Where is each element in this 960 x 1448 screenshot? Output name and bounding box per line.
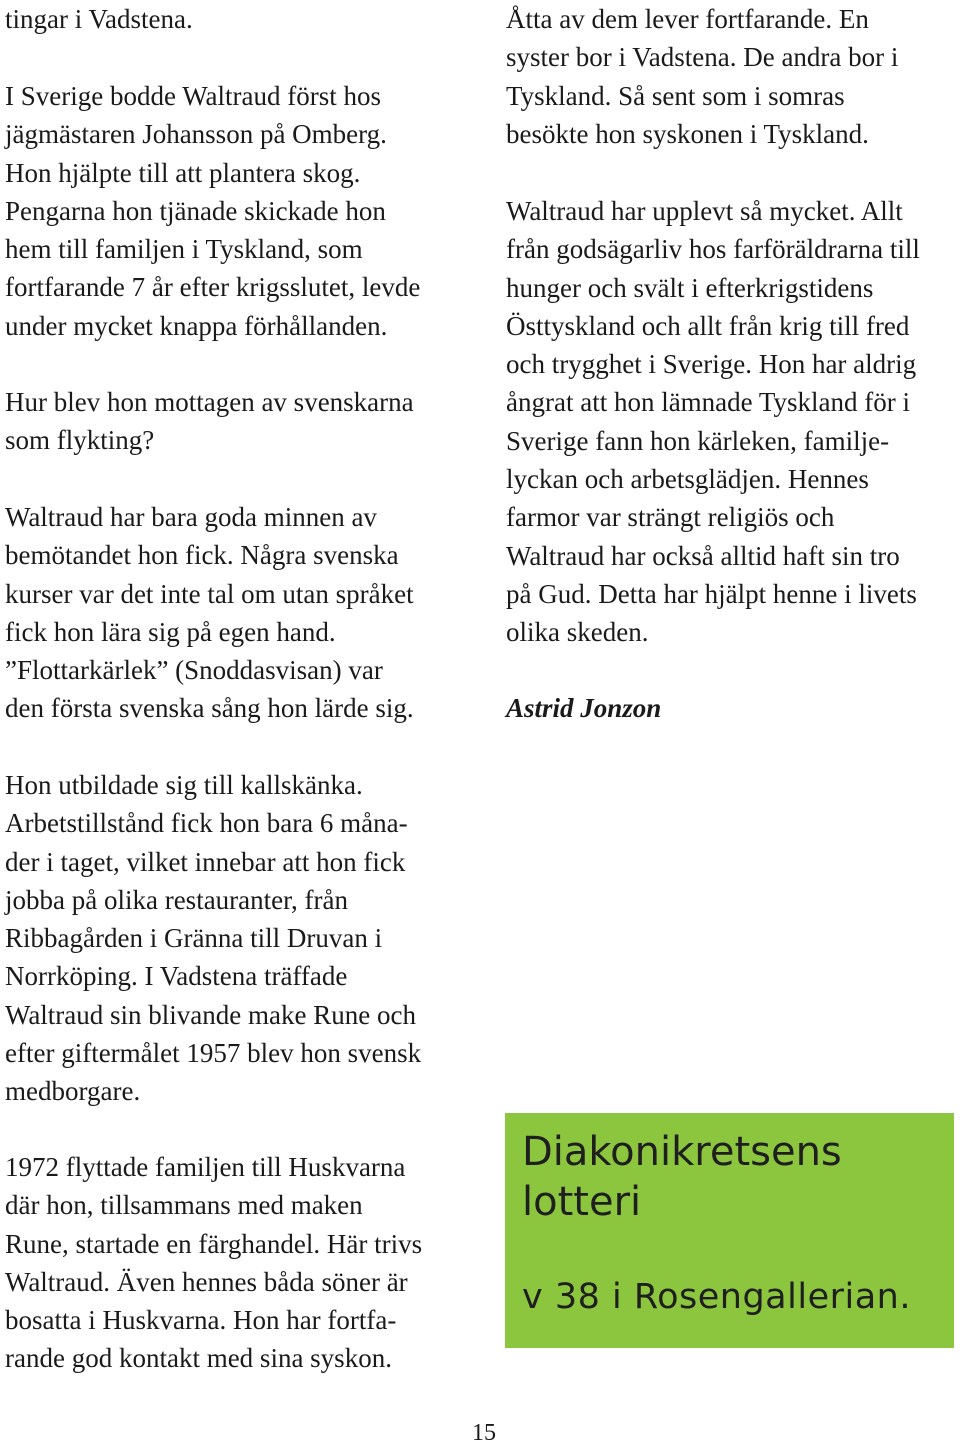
- text-line: den första svenska sång hon lärde sig.: [5, 693, 414, 724]
- text-line: der i taget, vilket innebar att hon fick: [5, 846, 406, 877]
- ad-title-line: lotteri: [522, 1179, 642, 1225]
- text-line: farmor var strängt religiös och: [506, 502, 835, 533]
- text-line: rande god kontakt med sina syskon.: [5, 1343, 392, 1374]
- text-line: Östtyskland och allt från krig till fred: [506, 310, 910, 341]
- text-line: Ribbagården i Gränna till Druvan i: [5, 923, 383, 954]
- text-line: Rune, startade en färghandel. Här trivs: [5, 1228, 423, 1259]
- paragraph-arrival-sweden: [5, 77, 420, 345]
- paragraph-education: [5, 766, 421, 1111]
- text-line: ”Flottarkärlek” (Snoddasvisan) var: [5, 655, 383, 686]
- paragraph-experiences: [506, 192, 920, 652]
- question-heading: [5, 383, 414, 460]
- text-line: jägmästaren Johansson på Omberg.: [5, 119, 387, 150]
- text-line: Åtta av dem lever fortfarande. En: [506, 4, 869, 34]
- ad-title-line: Diakonikretsens: [522, 1129, 842, 1175]
- text-line: Arbetstillstånd fick hon bara 6 måna-: [5, 808, 408, 839]
- text-line: olika skeden.: [506, 617, 649, 648]
- text-line: fortfarande 7 år efter krigsslutet, levde: [5, 272, 421, 303]
- text-line: från godsägarliv hos farföräldrarna till: [506, 234, 920, 265]
- text-line: Hon utbildade sig till kallskänka.: [5, 770, 363, 800]
- paragraph-siblings: [506, 0, 898, 153]
- text-line: och trygghet i Sverige. Hon har aldrig: [506, 349, 917, 380]
- page-number: 15: [472, 1420, 496, 1446]
- text-line: tingar i Vadstena.: [5, 4, 193, 34]
- text-line: Waltraud har upplevt så mycket. Allt: [506, 196, 903, 226]
- text-line: Hon hjälpte till att plantera skog.: [5, 157, 361, 188]
- text-line: bosatta i Huskvarna. Hon har fortfa-: [5, 1305, 397, 1336]
- text-line: Waltraud har också alltid haft sin tro: [506, 540, 900, 571]
- paragraph-intro-end: [5, 0, 193, 38]
- text-line: syster bor i Vadstena. De andra bor i: [506, 42, 899, 73]
- text-line: Waltraud sin blivande make Rune och: [5, 999, 416, 1030]
- text-line: fick hon lära sig på egen hand.: [5, 616, 336, 647]
- text-line: 1972 flyttade familjen till Huskvarna: [5, 1152, 406, 1182]
- text-line: Waltraud. Även hennes båda söner är: [5, 1266, 408, 1297]
- ad-subtitle: v 38 i Rosengallerian.: [522, 1277, 911, 1317]
- text-line: under mycket knappa förhållanden.: [5, 310, 388, 341]
- text-line: I Sverige bodde Waltraud först hos: [5, 81, 381, 111]
- text-line: på Gud. Detta har hjälpt henne i livets: [506, 578, 917, 609]
- text-line: ångrat att hon lämnade Tyskland för i: [506, 387, 910, 418]
- ad-title: [522, 1127, 842, 1227]
- lottery-ad-box: [505, 1113, 954, 1348]
- text-line: hem till familjen i Tyskland, som: [5, 234, 363, 265]
- text-line: medborgare.: [5, 1076, 141, 1107]
- text-line: Hur blev hon mottagen av svenskarna: [5, 387, 414, 417]
- text-line: Sverige fann hon kärleken, familje-: [506, 425, 890, 456]
- text-line: besökte hon syskonen i Tyskland.: [506, 118, 869, 149]
- paragraph-reception: [5, 498, 414, 728]
- text-line: jobba på olika restauranter, från: [5, 884, 349, 915]
- text-line: som flykting?: [5, 425, 155, 456]
- paragraph-huskvarna: [5, 1148, 422, 1378]
- text-line: efter giftermålet 1957 blev hon svensk: [5, 1038, 422, 1069]
- text-line: Tyskland. Så sent som i somras: [506, 80, 845, 111]
- text-line: kurser var det inte tal om utan språket: [5, 578, 414, 609]
- text-line: Pengarna hon tjänade skickade hon: [5, 195, 386, 226]
- text-line: där hon, tillsammans med maken: [5, 1190, 363, 1221]
- text-line: Waltraud har bara goda minnen av: [5, 502, 377, 532]
- text-line: Norrköping. I Vadstena träffade: [5, 961, 348, 992]
- text-line: hunger och svält i efterkrigstidens: [506, 272, 874, 303]
- text-line: bemötandet hon fick. Några svenska: [5, 540, 399, 571]
- text-line: lyckan och arbetsglädjen. Hennes: [506, 464, 869, 495]
- author-signature: Astrid Jonzon: [506, 693, 662, 723]
